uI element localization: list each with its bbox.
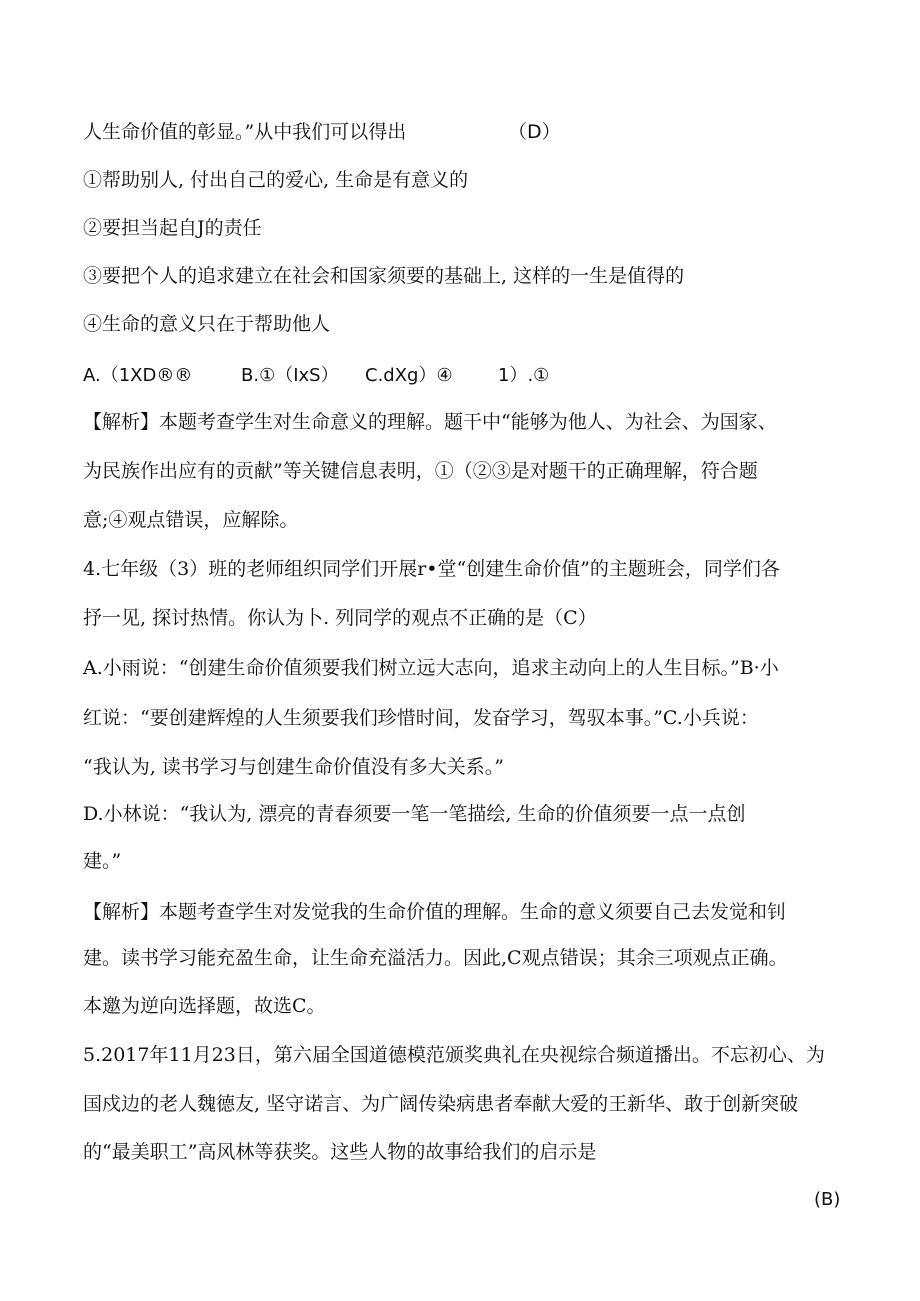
question-4-line-1: 4.七年级（3）班的老师组织同学们开展r•堂“创建生命价值”的主题班会，同学们各 <box>83 558 780 580</box>
analysis-line-3: 意;④观点错误，应解除。 <box>83 509 299 531</box>
analysis-line-1: 【解析】本题考查学生对生命意义的理解。题干中“能够为他人、为社会、为国家、 <box>83 411 777 433</box>
question-5-line-2: 国戍边的老人魏德友, 坚守诺言、为广阔传染病患者奉献大爱的王新华、敢于创新突破 <box>83 1093 799 1115</box>
question-4-line-4: 红说：“要创建辉煌的人生须要我们珍惜时间，发奋学习，驾驭本事。”C.小兵说： <box>83 707 759 729</box>
analysis-4-line-1: 【解析】本题考查学生对发觉我的生命价值的理解。生命的意义须要自己去发觉和钊 <box>83 901 787 923</box>
analysis-4-line-3: 本邀为逆向选择题，故选C。 <box>83 995 326 1017</box>
question-5-line-3: 的“最美职工”高风林等获奖。这些人物的故事给我们的启示是 <box>83 1141 597 1163</box>
answer-b: (B) <box>814 1189 841 1210</box>
question-4-line-3: A.小雨说：“创建生命价值须要我们树立远大志向，追求主动向上的人生目标。”B·小 <box>83 657 779 679</box>
question-4-line-6: D.小林说：“我认为, 漂亮的青春须要一笔一笔描绘, 生命的价值须要一点一点创 <box>83 803 746 825</box>
text-line-2: ①帮助别人, 付出自己的爱心, 生命是有意义的 <box>83 169 469 191</box>
answer-d: （D） <box>508 121 561 143</box>
text-line-4: ③要把个人的追求建立在社会和国家须要的基础上, 这样的一生是值得的 <box>83 265 685 287</box>
text-line-3: ②要担当起自J的责任 <box>83 217 262 239</box>
text-line-5: ④生命的意义只在于帮助他人 <box>83 313 331 335</box>
text-line-1: 人生命价值的彰显。”从中我们可以得出 （D） <box>83 121 561 143</box>
option-c: C.dXg）④ <box>365 365 453 386</box>
question-4-line-2: 抒一见, 探讨热情。你认为卜. 列同学的观点不正确的是（C） <box>83 607 597 629</box>
option-d: 1）.① <box>498 365 550 386</box>
options-row <box>0 361 920 387</box>
analysis-4-line-2: 建。读书学习能充盈生命，让生命充溢活力。因此,C观点错误；其余三项观点正确。 <box>83 947 788 969</box>
question-5-line-1: 5.2017年11月23日，第六届全国道德模范颁奖典礼在央视综合频道播出。不忘初心、为 <box>83 1044 825 1066</box>
question-4-line-5: “我认为, 读书学习与创建生命价值没有多大关系。” <box>83 756 505 778</box>
question-4-line-7: 建。” <box>83 850 122 872</box>
option-b: B.①（IxS） <box>241 365 339 386</box>
option-a: A.（1XD®® <box>83 365 193 386</box>
analysis-line-2: 为民族作出应有的贡献”等关键信息表明，①（②③是对题干的正确理解，符合题 <box>83 460 758 482</box>
